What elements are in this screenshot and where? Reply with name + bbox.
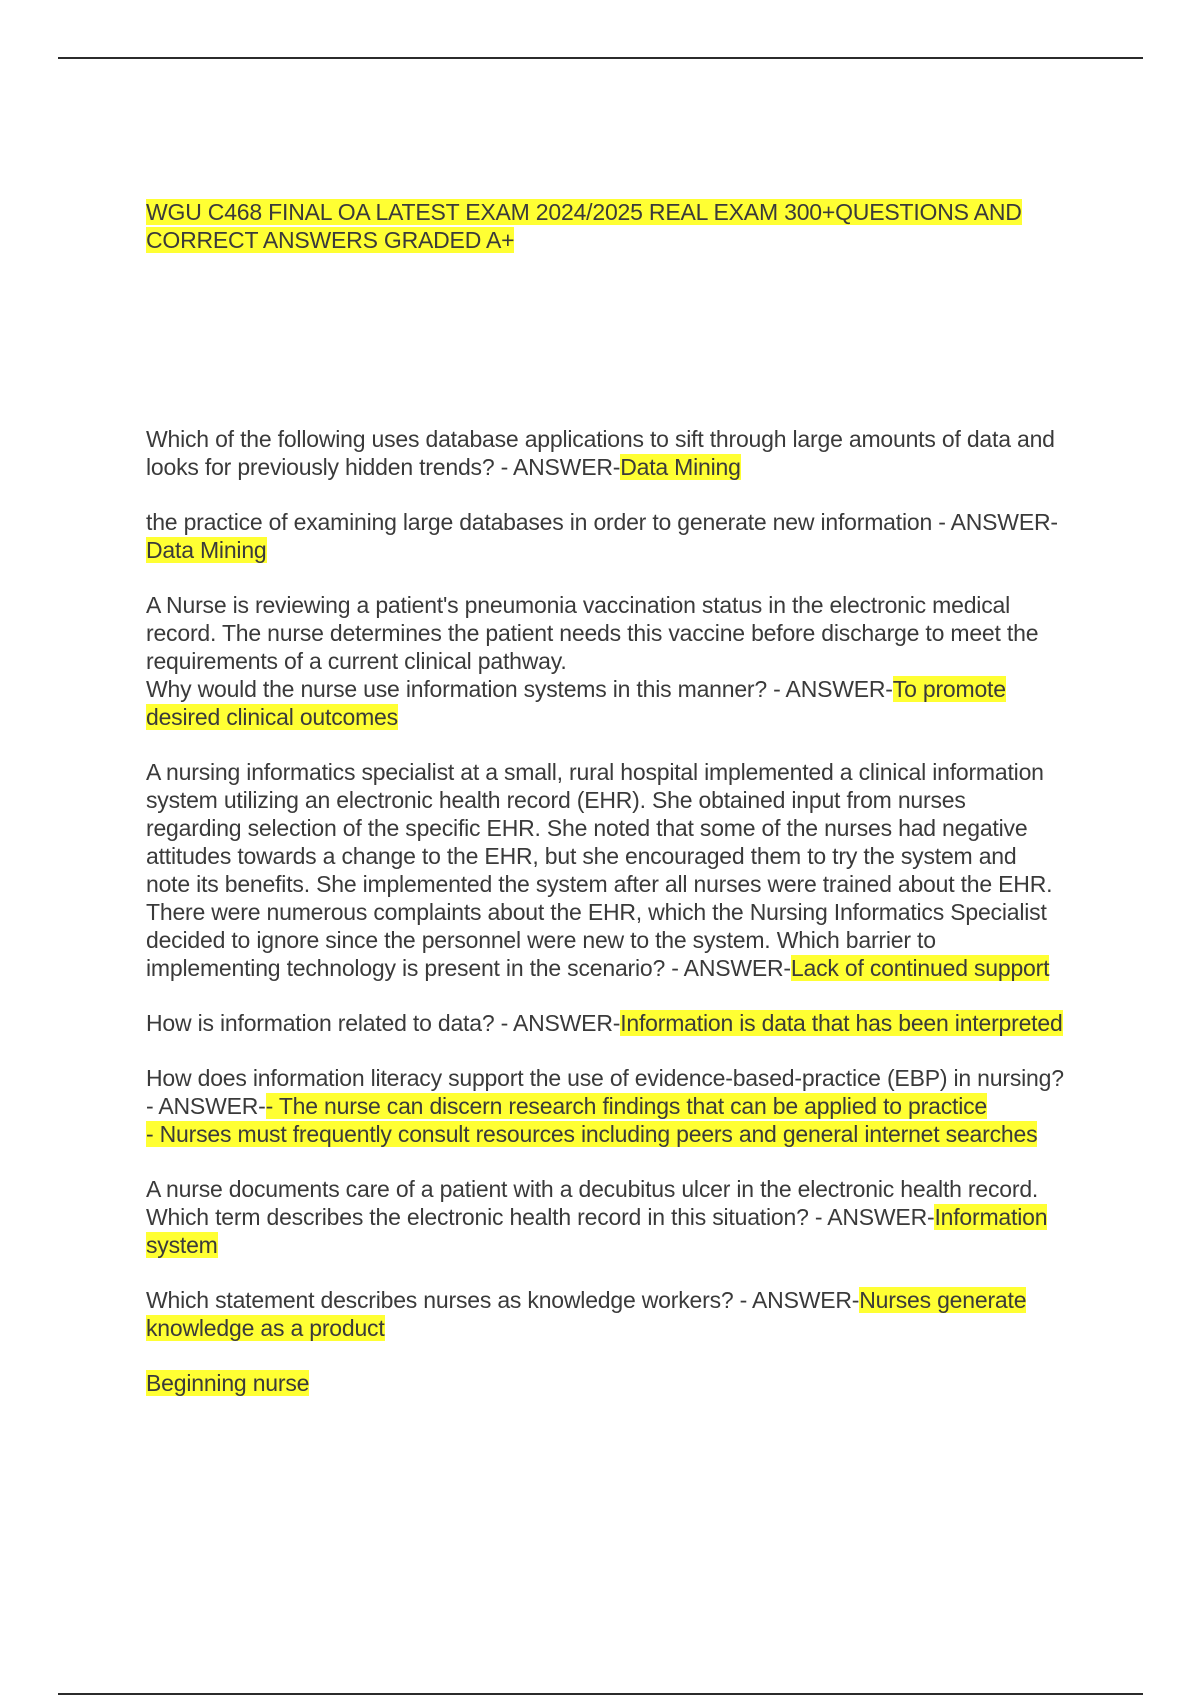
footer-rule (58, 1693, 1143, 1695)
qa-item-1 (146, 425, 1066, 481)
question-intro: A nurse documents care of a patient with a decubitus ulcer in the electronic health record. (146, 1176, 1039, 1202)
answer-highlight: Data Mining (620, 454, 741, 480)
document-title (146, 198, 1066, 425)
question-text: How is information related to data? - ANSWER- (146, 1010, 621, 1036)
qa-item-6 (146, 1064, 1066, 1148)
answer-highlight: Information system (146, 1204, 1048, 1258)
question-text: Why would the nurse use information systems in this manner? - ANSWER- (146, 676, 893, 702)
qa-item-2 (146, 508, 1066, 564)
answer-highlight: To promote desired clinical outcomes (146, 676, 1006, 730)
trailing-answer (146, 1369, 1066, 1397)
question-text: the practice of examining large databases in order to generate new information - ANSWER- (146, 509, 1058, 535)
header-rule (58, 57, 1143, 59)
answer-highlight: Data Mining (146, 537, 267, 563)
document-body (146, 198, 1066, 1424)
answer-highlight: Lack of continued support (790, 955, 1050, 981)
answer-highlight: - The nurse can discern research findings that can be applied to practice (265, 1093, 987, 1119)
answer-highlight: Beginning nurse (146, 1370, 310, 1396)
question-text: Which statement describes nurses as knowledge workers? - ANSWER- (146, 1287, 860, 1313)
qa-item-4 (146, 758, 1066, 982)
qa-item-7 (146, 1175, 1066, 1259)
question-text: How does information literacy support the use of evidence-based-practice (EBP) in nursing? - ANSWER- (146, 1065, 1064, 1119)
answer-highlight: Information is data that has been interpreted (620, 1010, 1063, 1036)
qa-item-8 (146, 1286, 1066, 1342)
answer-highlight-2: - Nurses must frequently consult resources including peers and general internet searches (146, 1121, 1038, 1147)
question-text: Which term describes the electronic health record in this situation? - ANSWER- (146, 1204, 935, 1230)
title-highlight: WGU C468 FINAL OA LATEST EXAM 2024/2025 REAL EXAM 300+QUESTIONS AND CORRECT ANSWERS GRADED A+ (146, 199, 1022, 253)
question-text: Which of the following uses database applications to sift through large amounts of data and looks for previously hidden trends? - ANSWER- (146, 426, 1055, 480)
answer-highlight: Nurses generate knowledge as a product (146, 1287, 1027, 1341)
qa-item-5 (146, 1009, 1066, 1037)
qa-item-3 (146, 591, 1066, 731)
question-intro: A Nurse is reviewing a patient's pneumonia vaccination status in the electronic medical record. The nurse determines the patient needs this vaccine before discharge to meet the requirements of a current clinical pathway. (146, 592, 1039, 674)
question-text: A nursing informatics specialist at a small, rural hospital implemented a clinical information system utilizing an electronic health record (EHR). She obtained input from nurses regarding selection of the specific EHR. She noted that some of the nurses had negative attitudes towards a change to the EHR, but she encouraged them to try the system and note its benefits. She implemented the system after all nurses were trained about the EHR. There were numerous complaints about the EHR, which the Nursing Informatics Specialist decided to ignore since the personnel were new to the system. Which barrier to implementing technology is present in the scenario? - ANSWER- (146, 759, 1053, 981)
